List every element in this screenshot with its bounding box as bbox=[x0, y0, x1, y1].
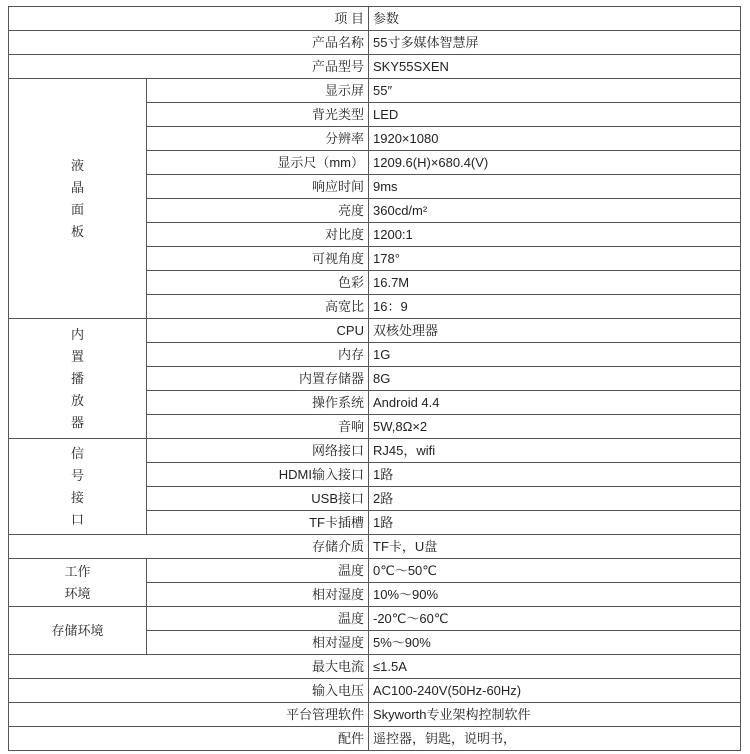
row-label: 温度 bbox=[147, 607, 369, 631]
row-value: 双核处理器 bbox=[369, 319, 741, 343]
row-value: 10%～90% bbox=[369, 583, 741, 607]
row-value: 55″ bbox=[369, 79, 741, 103]
row-label: 配件 bbox=[9, 727, 369, 751]
row-label: 背光类型 bbox=[147, 103, 369, 127]
row-value: ≤1.5A bbox=[369, 655, 741, 679]
row-label: 显示尺（mm） bbox=[147, 151, 369, 175]
row-value: SKY55SXEN bbox=[369, 55, 741, 79]
group-storage-environment: 存储环境 bbox=[9, 607, 147, 655]
row-value: Skyworth专业架构控制软件 bbox=[369, 703, 741, 727]
row-label: 亮度 bbox=[147, 199, 369, 223]
row-label: 可视角度 bbox=[147, 247, 369, 271]
row-value: Android 4.4 bbox=[369, 391, 741, 415]
row-label: 内置存储器 bbox=[147, 367, 369, 391]
row-value: 0℃～50℃ bbox=[369, 559, 741, 583]
table-row bbox=[9, 655, 741, 679]
row-label: 操作系统 bbox=[147, 391, 369, 415]
row-value: 1路 bbox=[369, 463, 741, 487]
row-value: 遥控器，钥匙，说明书， bbox=[369, 727, 741, 751]
group-working-environment: 工作 环境 bbox=[9, 559, 147, 607]
row-value: 5%～90% bbox=[369, 631, 741, 655]
row-label: 存储介质 bbox=[9, 535, 369, 559]
row-label: 响应时间 bbox=[147, 175, 369, 199]
row-label: 网络接口 bbox=[147, 439, 369, 463]
table-row bbox=[9, 679, 741, 703]
table-row bbox=[9, 727, 741, 751]
row-value: 1200:1 bbox=[369, 223, 741, 247]
row-label: 温度 bbox=[147, 559, 369, 583]
row-value: 2路 bbox=[369, 487, 741, 511]
group-built-in-player: 内 置 播 放 器 bbox=[9, 319, 147, 439]
table-row bbox=[9, 607, 741, 631]
row-label: 内存 bbox=[147, 343, 369, 367]
row-label: 平台管理软件 bbox=[9, 703, 369, 727]
row-value: 178° bbox=[369, 247, 741, 271]
row-value: 16.7M bbox=[369, 271, 741, 295]
row-value: LED bbox=[369, 103, 741, 127]
row-value: 55寸多媒体智慧屏 bbox=[369, 31, 741, 55]
row-label: 相对湿度 bbox=[147, 631, 369, 655]
table-row bbox=[9, 79, 741, 103]
row-label: HDMI输入接口 bbox=[147, 463, 369, 487]
row-label: 产品名称 bbox=[9, 31, 369, 55]
row-value: 360cd/m² bbox=[369, 199, 741, 223]
row-label: TF卡插槽 bbox=[147, 511, 369, 535]
row-value: 9ms bbox=[369, 175, 741, 199]
row-value: AC100-240V(50Hz-60Hz) bbox=[369, 679, 741, 703]
row-value: 1209.6(H)×680.4(V) bbox=[369, 151, 741, 175]
row-value: TF卡，U盘 bbox=[369, 535, 741, 559]
row-label: USB接口 bbox=[147, 487, 369, 511]
table-header-row bbox=[9, 7, 741, 31]
row-label: 音响 bbox=[147, 415, 369, 439]
row-label: 相对湿度 bbox=[147, 583, 369, 607]
table-row bbox=[9, 559, 741, 583]
row-label: 产品型号 bbox=[9, 55, 369, 79]
header-item: 项 目 bbox=[9, 7, 369, 31]
group-lcd-panel: 液 晶 面 板 bbox=[9, 79, 147, 319]
row-value: 8G bbox=[369, 367, 741, 391]
row-value: 1920×1080 bbox=[369, 127, 741, 151]
table-row bbox=[9, 31, 741, 55]
row-label: 分辨率 bbox=[147, 127, 369, 151]
row-label: CPU bbox=[147, 319, 369, 343]
row-label: 高宽比 bbox=[147, 295, 369, 319]
row-label: 输入电压 bbox=[9, 679, 369, 703]
table-row bbox=[9, 439, 741, 463]
row-label: 色彩 bbox=[147, 271, 369, 295]
row-value: 1路 bbox=[369, 511, 741, 535]
row-label: 显示屏 bbox=[147, 79, 369, 103]
row-label: 对比度 bbox=[147, 223, 369, 247]
row-value: 16：9 bbox=[369, 295, 741, 319]
row-value: 1G bbox=[369, 343, 741, 367]
row-value: RJ45，wifi bbox=[369, 439, 741, 463]
spec-table bbox=[8, 6, 741, 751]
table-row bbox=[9, 55, 741, 79]
row-label: 最大电流 bbox=[9, 655, 369, 679]
table-row bbox=[9, 319, 741, 343]
table-row bbox=[9, 703, 741, 727]
group-signal-interface: 信 号 接 口 bbox=[9, 439, 147, 535]
row-value: 5W,8Ω×2 bbox=[369, 415, 741, 439]
row-value: -20℃～60℃ bbox=[369, 607, 741, 631]
header-param: 参数 bbox=[369, 7, 741, 31]
table-row bbox=[9, 535, 741, 559]
